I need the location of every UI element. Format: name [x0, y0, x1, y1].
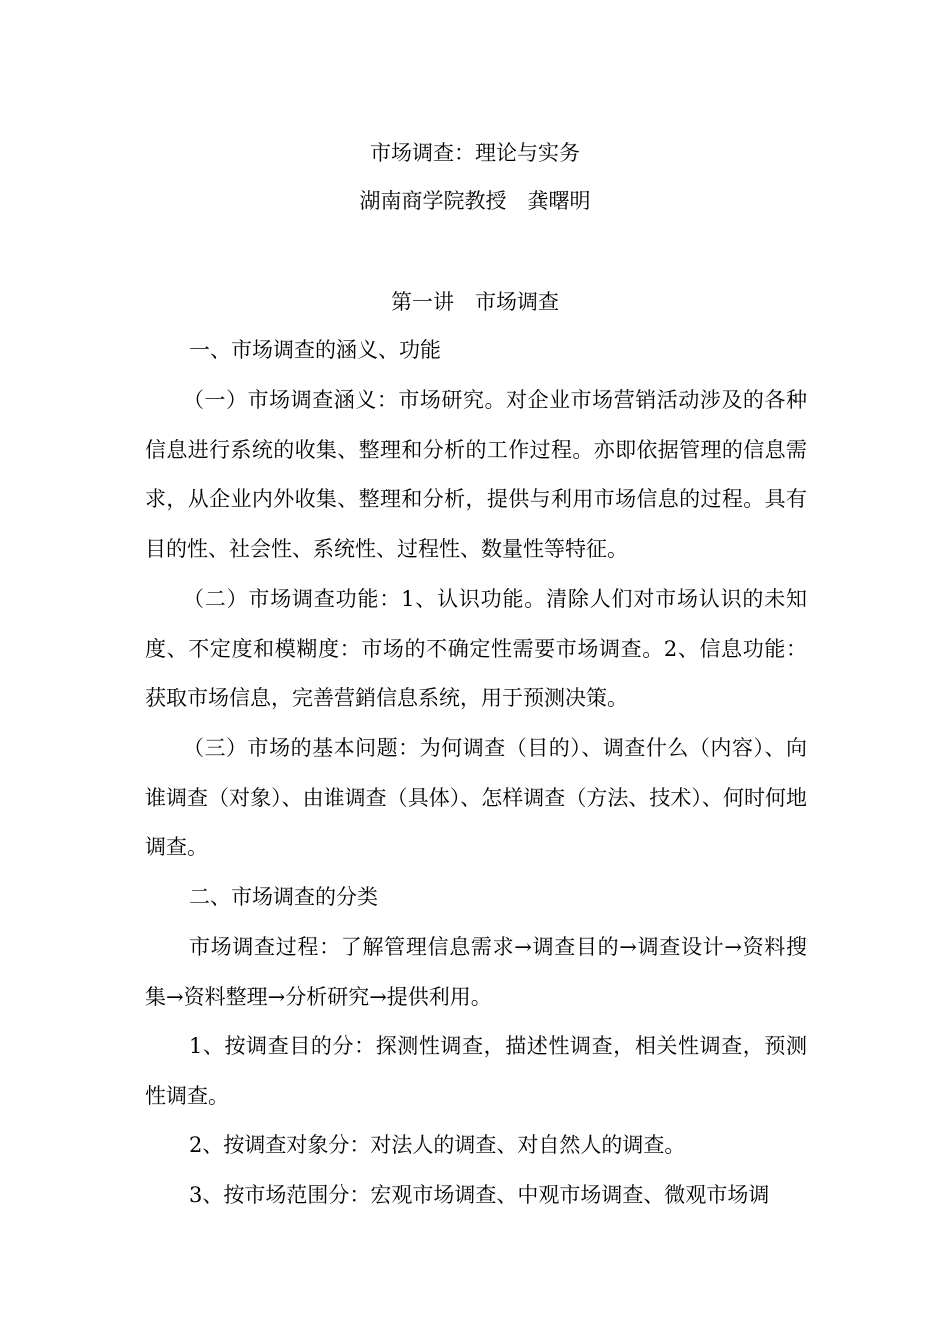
paragraph-process: 市场调查过程：了解管理信息需求→调查目的→调查设计→资料搜集→资料整理→分析研究→提供利用。 — [145, 935, 807, 1009]
section-heading-2: 二、市场调查的分类 — [189, 885, 378, 909]
paragraph-definition: （一）市场调查涵义：市场研究。对企业市场营销活动涉及的各种信息进行系统的收集、整理和分析的工作过程。亦即依据管理的信息需求，从企业内外收集、整理和分析，提供与利用市场信息的过程。具有目的性、社会性、系统性、过程性、数量性等特征。 — [145, 388, 807, 561]
document-title: 市场调查：理论与实务 — [370, 141, 580, 165]
section-heading-1: 一、市场调查的涵义、功能 — [189, 338, 441, 362]
author-line: 湖南商学院教授 龚曙明 — [359, 189, 591, 213]
lecture-title: 第一讲 市场调查 — [391, 290, 559, 314]
paragraph-functions: （二）市场调查功能：1、认识功能。清除人们对市场认识的未知度、不定度和模糊度：市场的不确定性需要市场调查。2、信息功能：获取市场信息，完善营銷信息系统，用于预测决策。 — [145, 587, 807, 710]
list-item-object: 2、按调查对象分：对法人的调查、对自然人的调查。 — [189, 1133, 686, 1157]
paragraph-basic-questions: （三）市场的基本问题：为何调查（目的）、调查什么（内容）、向谁调查（对象）、由谁调查（具体）、怎样调查（方法、技术）、何时何地调查。 — [145, 736, 807, 859]
list-item-scope: 3、按市场范围分：宏观市场调查、中观市场调查、微观市场调 — [189, 1183, 770, 1207]
list-item-purpose: 1、按调查目的分：探测性调查，描述性调查，相关性调查，预测性调查。 — [145, 1034, 807, 1108]
